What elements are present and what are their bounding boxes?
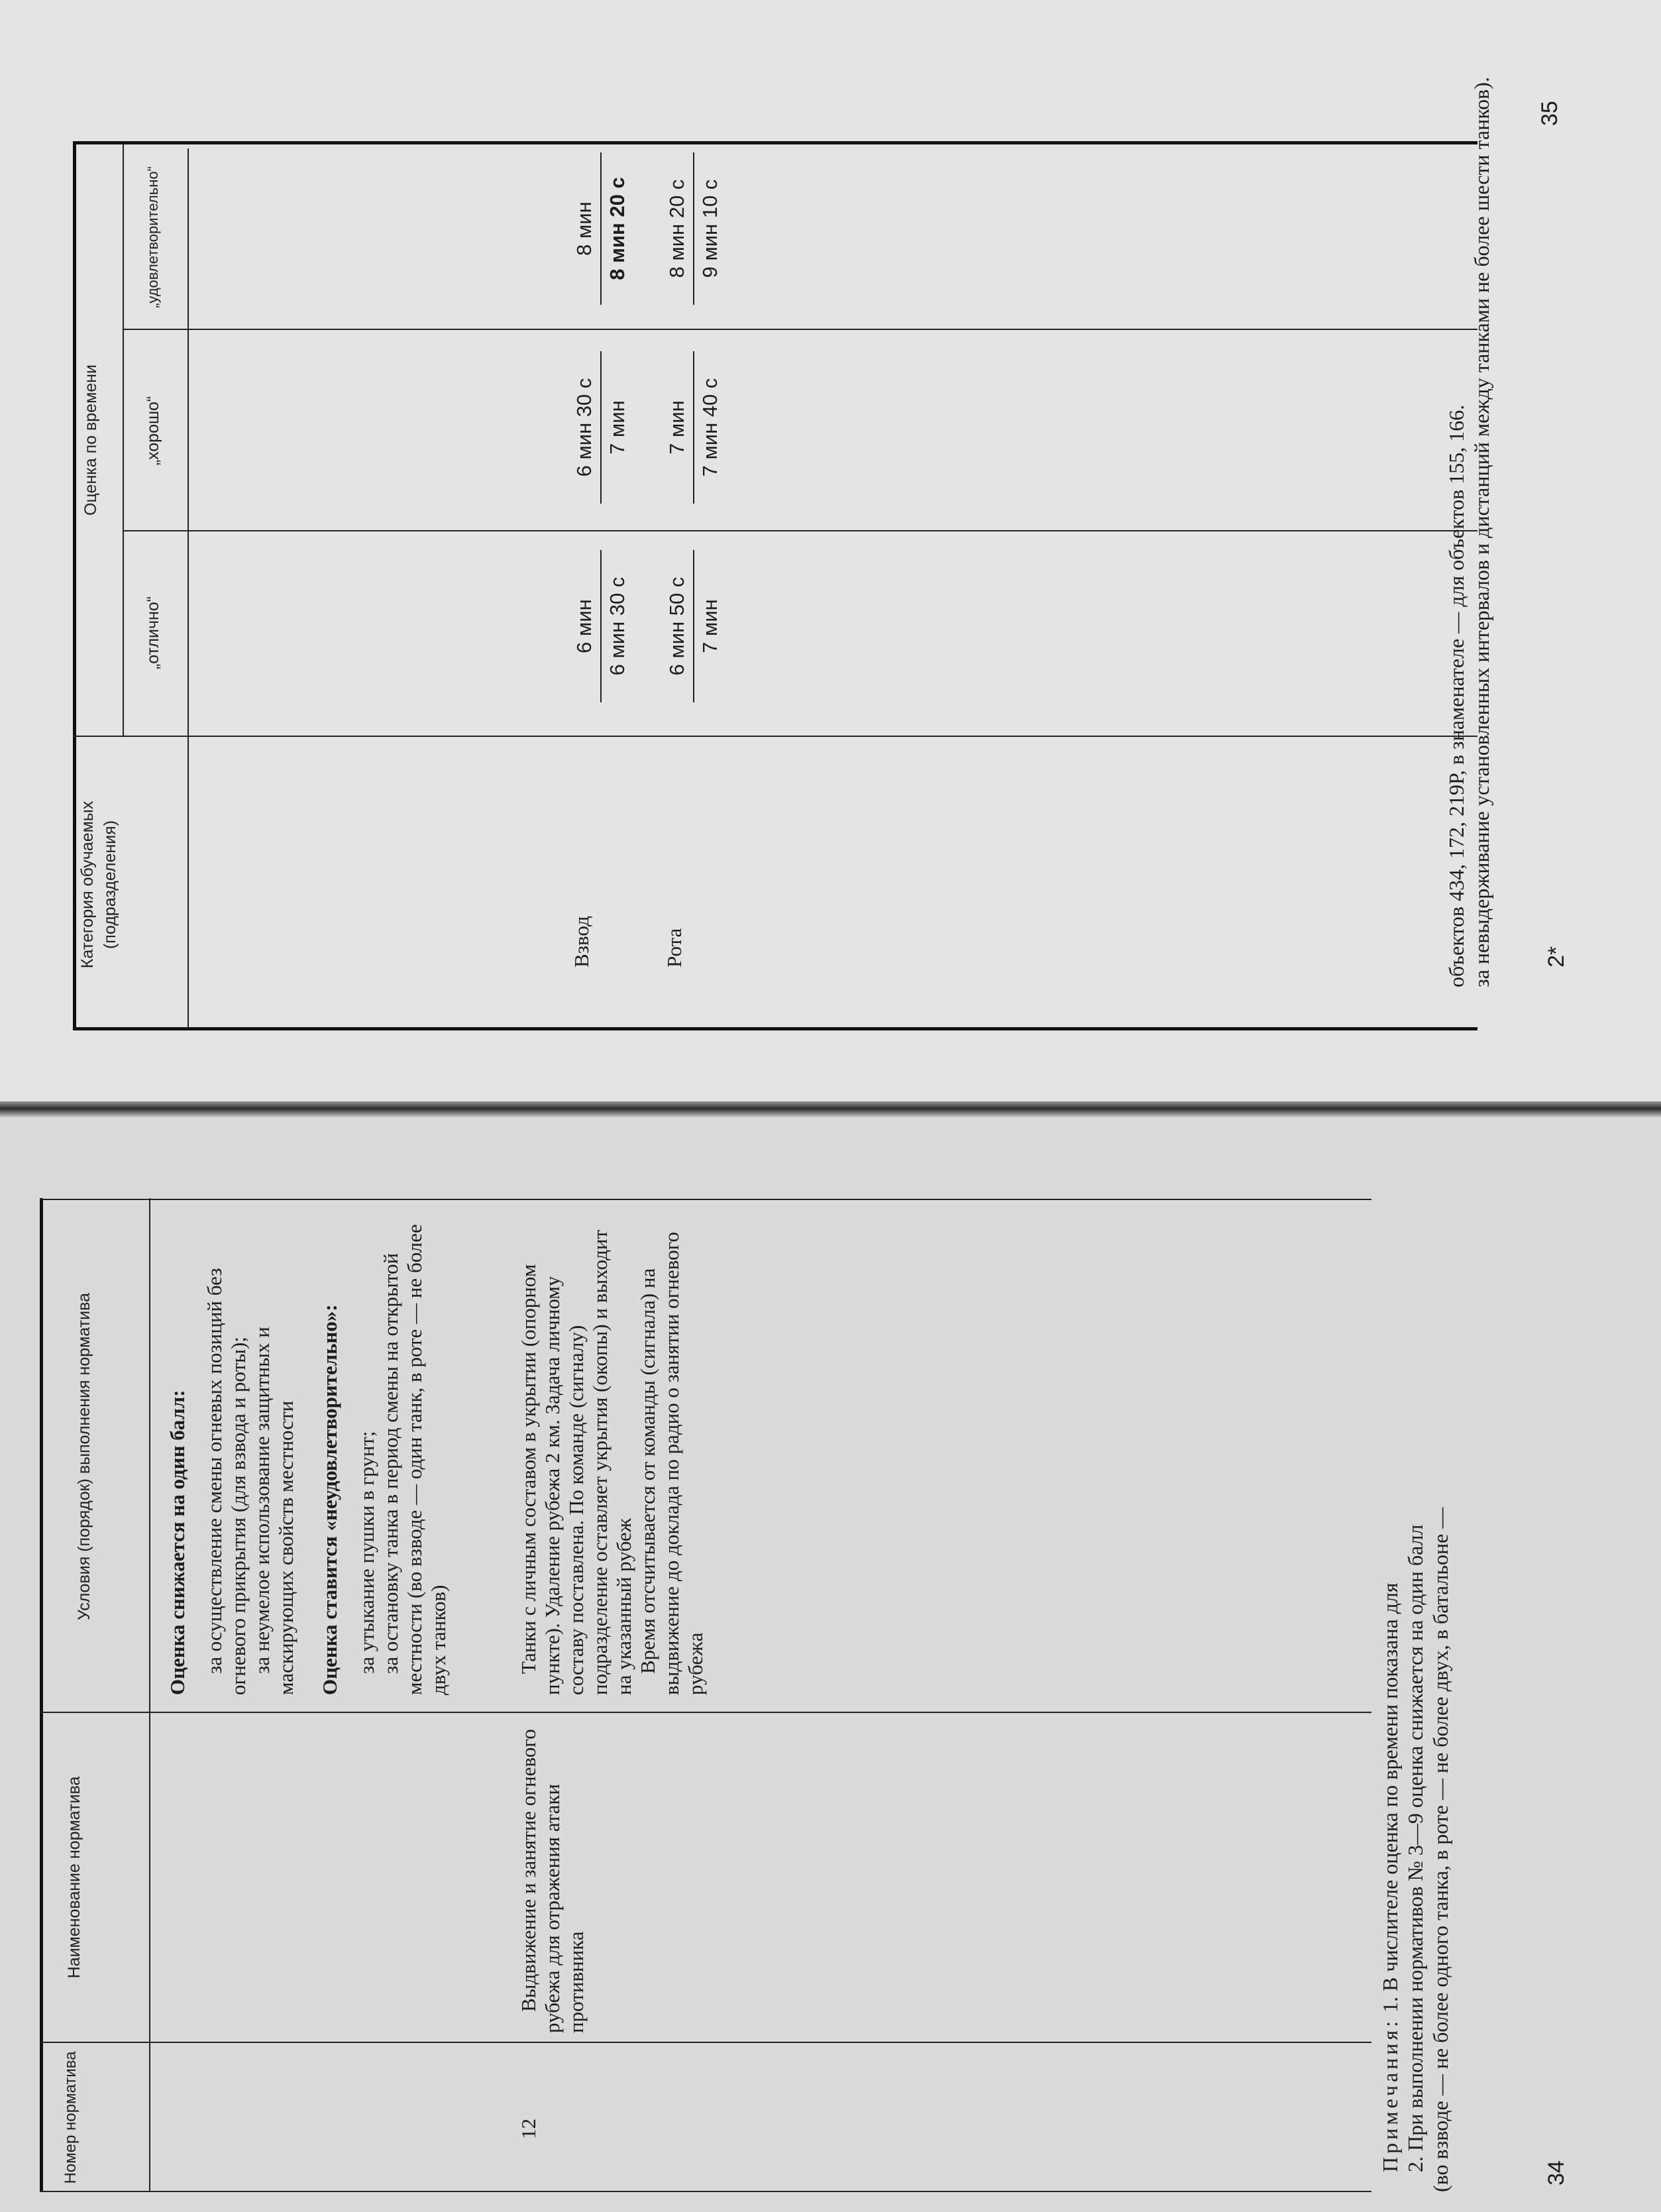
category-header: Категория обучаемых (подразделения)	[78, 801, 119, 969]
name-column-rule	[40, 1712, 1371, 1713]
excellent-column-rule	[123, 530, 1477, 531]
norm-12-time: Время отсчитывается от команды (сигнала) на выдвижение до доклада по радио о занятии огневого рубежа	[636, 1231, 707, 1695]
company-satisfactory: 8 мин 20 с 9 мин 10 с	[663, 152, 725, 305]
unsat-title: Оценка ставится «неудовлетворительно»:	[318, 1304, 341, 1695]
note-tail: за невыдерживание установленных интервалов и дистанций между танками не более шести танков).	[1470, 77, 1493, 987]
reduce-block	[166, 1205, 451, 1695]
category-column-rule	[73, 736, 1477, 737]
platoon-excellent: 6 мин 6 мин 30 с	[570, 550, 632, 702]
number-header: Номер норматива	[62, 2051, 80, 2184]
reduce-item-1: за осуществление смены огневых позиций без огневого прикрытия (для взвода и роты);	[203, 1268, 250, 1695]
table-right-rule	[73, 141, 1477, 144]
norm-12-task: Танки с личным составом в укрытии (опорном пункте). Удаление рубежа 2 км. Задача личному составу поставлена. По команде (сигналу) подразделение оставляет укрытия (окопы) и выходит на указанный рубеж	[517, 1229, 635, 1695]
category-platoon: Взвод	[570, 916, 593, 968]
note-2: 2. При выполнении нормативов № 3—9 оценка снижается на один балл	[1403, 1524, 1427, 2172]
name-header: Наименование норматива	[65, 1776, 83, 1979]
reduce-item-2: за неумелое использование защитных и маскирующих свойств местности	[250, 1327, 297, 1695]
page-number-35: 35	[1537, 101, 1562, 126]
unsat-item-2: за остановку танка в период смены на открытой местности (во взводе — один танк, в роте — не более двух танков)	[379, 1224, 450, 1695]
page-number-34: 34	[1544, 2160, 1569, 2185]
category-company: Рота	[663, 928, 686, 968]
left-page	[0, 1152, 1630, 2212]
table-right-rule	[40, 1199, 1371, 1200]
platoon-satisfactory: 8 мин 8 мин 20 с	[570, 152, 632, 305]
signature-mark: 2*	[1544, 946, 1569, 968]
header-bottom-rule	[149, 1198, 150, 2192]
platoon-good: 6 мин 30 с 7 мин	[570, 351, 632, 504]
company-good: 7 мин 7 мин 40 с	[663, 351, 725, 504]
notes-line-1	[1378, 1178, 1402, 2172]
table-top-rule	[40, 1198, 43, 2192]
note-3: (во взводе — не более одного танка, в роте — не более двух, в батальоне —	[1428, 1507, 1452, 2192]
table-left-rule	[73, 1027, 1477, 1030]
conditions-header: Условия (порядок) выполнения норматива	[75, 1293, 93, 1621]
norm-12-name: Выдвижение и занятие огневого рубежа для отражения атаки противника	[517, 1729, 588, 2033]
unsat-item-1: за утыкание пушки в грунт;	[355, 1431, 378, 1674]
notes-label: Примечания:	[1378, 2017, 1402, 2172]
good-column-rule	[123, 329, 1477, 330]
number-column-rule	[40, 2042, 1371, 2043]
norm-12-conditions	[517, 1205, 708, 1695]
reduce-title: Оценка снижается на один балл:	[166, 1390, 189, 1695]
table-left-rule	[40, 2191, 1371, 2192]
header-bottom-rule	[188, 148, 189, 1030]
book-spine	[0, 1101, 1661, 1117]
time-header-rule	[123, 144, 124, 736]
note-1: 1. В числителе оценка по времени показана для	[1378, 1582, 1402, 2013]
norm-number-12: 12	[517, 2119, 540, 2139]
note-continuation: объектов 434, 172, 219Р, в знаменателе — для объектов 155, 166.	[1444, 404, 1468, 987]
satisfactory-header: „удовлетворительно“	[144, 166, 161, 308]
right-page	[0, 0, 1630, 1067]
company-excellent: 6 мин 50 с 7 мин	[663, 550, 725, 702]
excellent-header: „отлично“	[144, 596, 162, 670]
time-rating-header: Оценка по времени	[81, 364, 100, 516]
good-header: „хорошо“	[144, 396, 162, 466]
